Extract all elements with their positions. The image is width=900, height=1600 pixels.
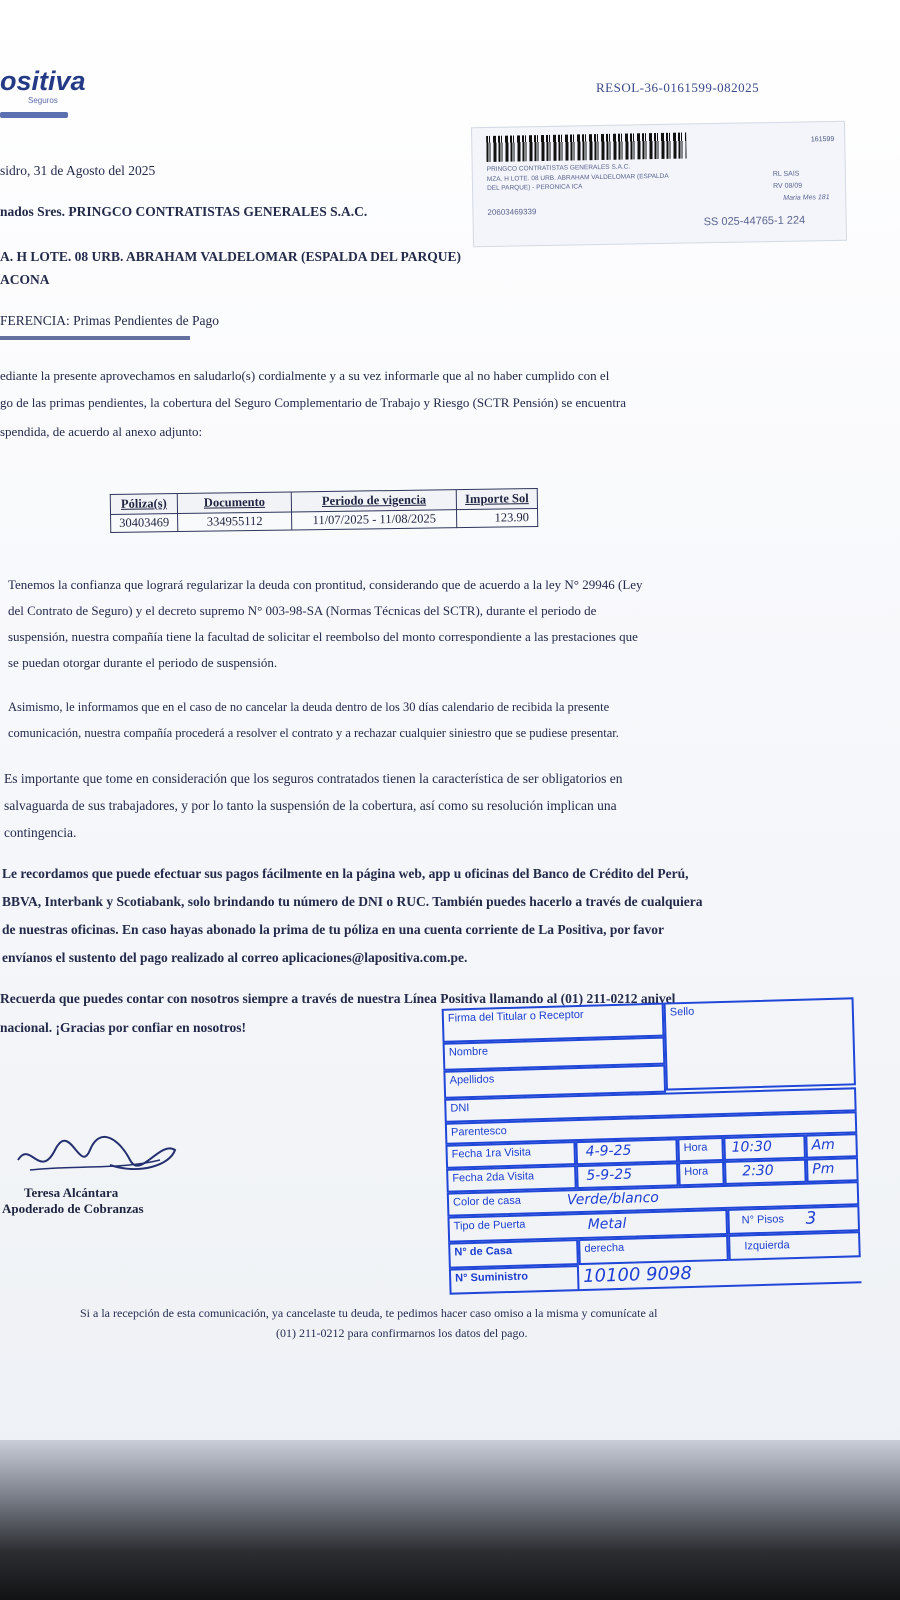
delivery-stamp [442,997,863,1326]
sticker-code: SS 025-44765-1 224 [703,214,806,229]
letter-address: ACONA [0,272,50,287]
company-logo: ositiva [0,66,86,96]
stamp-label: Sello [669,1005,695,1019]
letter-greeting: nados Sres. PRINGCO CONTRATISTAS GENERALES S.A.C. [0,204,368,219]
stamp-hora2-value [724,1159,807,1185]
paragraph-line: comunicación, nuestra compañía procederá a resolver el contrato y a rechazar cualquier siniestro que se pudiese presentar. [8,726,619,740]
table-cell: 11/07/2025 - 11/08/2025 [292,510,457,530]
stamp-izquierda [728,1231,861,1261]
stamp-pisos-field [727,1205,860,1235]
stamp-handwriting: 4-9-25 [585,1142,632,1160]
stamp-label: DNI [450,1102,470,1115]
stamp-ampm2 [806,1157,859,1182]
stamp-label: Nombre [448,1045,489,1059]
stamp-label: Hora [684,1165,709,1179]
paragraph-line: Tenemos la confianza que logrará regularizar la deuda con prontitud, considerando que de acuerdo a la ley N° 29946 (Ley [8,577,643,592]
paragraph-line: BBVA, Interbank y Scotiabank, solo brindando tu número de DNI o RUC. También puedes hacerlo a través de cualquiera [2,894,703,909]
footer-note: (01) 211-0212 para confirmarnos los datos del pago. [276,1326,528,1340]
stamp-handwriting: 10100 9098 [582,1262,693,1287]
stamp-handwriting: 5-9-25 [586,1166,633,1184]
footer-note: Si a la recepción de esta comunicación, ya cancelaste tu deuda, te pedimos hacer caso omiso a la misma y comunícate al [80,1306,658,1320]
stamp-handwriting: 10:30 [731,1138,773,1156]
paragraph-line: Asimismo, le informamos que en el caso de no cancelar la deuda dentro de los 30 días calendario de recibida la presente [8,700,610,714]
stamp-label: Izquierda [744,1239,790,1253]
stamp-hora2-label [678,1161,725,1186]
table-header: Importe Sol [456,489,537,510]
stamp-fecha2-value [576,1162,679,1189]
stamp-label: N° Pisos [741,1213,785,1227]
stamp-label: derecha [584,1241,625,1255]
sticker-line: DEL PARQUE) - PERONICA ICA [486,183,583,193]
logo-underline [0,112,68,118]
intro-line: go de las primas pendientes, la cobertura del Seguro Complementario de Trabajo y Riesgo (SCTR Pensión) se encuentra [0,395,627,410]
table-header: Periodo de vigencia [291,490,456,512]
paragraph-line: Recuerda que puedes contar con nosotros siempre a través de nuestra Línea Positiva llamando al (01) 211-0212 anivel [0,991,676,1006]
stamp-suministro-label [449,1265,580,1295]
sticker-line: 20603469339 [487,207,537,217]
resolution-reference: RESOL-36-0161599-082025 [596,80,760,95]
stamp-label: Firma del Titular o Receptor [447,1008,584,1025]
reference-underline [0,336,190,340]
paragraph-line: Es importante que tome en consideración que los seguros contratados tienen la característica de ser obligatorios en [4,771,623,786]
stamp-handwriting: Am [811,1136,836,1154]
stamp-ampm1 [805,1133,858,1158]
stamp-label: N° Suministro [455,1270,529,1285]
sticker-line: MZA. H LOTE. 08 URB. ABRAHAM VALDELOMAR (ESPALDA [486,172,669,184]
barcode-icon [486,133,686,162]
background-shadow [0,1440,900,1600]
sticker-line: PRINGCO CONTRATISTAS GENERALES S.A.C. [486,163,631,174]
paragraph-line: se puedan otorgar durante el periodo de suspensión. [8,655,278,670]
stamp-handwriting: 2:30 [742,1162,774,1180]
stamp-handwriting: 3 [805,1208,817,1229]
table-header: Documento [177,492,291,514]
stamp-label: Hora [683,1141,708,1155]
stamp-hora1-label [677,1137,724,1162]
paragraph-line: Le recordamos que puede efectuar sus pagos fácilmente en la página web, app u oficinas del Banco de Crédito del Perú, [2,866,689,881]
paragraph-line: nacional. ¡Gracias por confiar en nosotros! [0,1020,246,1035]
paragraph-line: suspensión, nuestra compañía tiene la facultad de solicitar el reembolso del monto correspondiente a las prestaciones que [8,629,638,644]
stamp-casa-label [448,1239,579,1269]
company-logo-subtitle: Seguros [28,96,58,105]
stamp-fecha1-label [445,1141,576,1169]
signatory-name: Teresa Alcántara [24,1185,119,1200]
stamp-handwriting: Verde/blanco [566,1189,660,1209]
paragraph-line: de nuestras oficinas. En caso hayas abonado la prima de tu póliza en una cuenta corriente de La Positiva, por favor [2,922,665,937]
stamp-label: N° de Casa [454,1244,513,1259]
stamp-fecha2-label [446,1165,577,1193]
stamp-hora1-value [723,1135,806,1161]
stamp-handwriting: Pm [812,1160,835,1178]
paragraph-line: salvaguarda de sus trabajadores, y por lo tanto la suspensión de la cobertura, así como su resolución implican una [4,798,617,813]
stamp-label: Apellidos [449,1073,495,1087]
table-cell: 334955112 [178,512,292,532]
stamp-label: Tipo de Puerta [453,1218,526,1233]
stamp-fecha1-value [575,1138,678,1165]
stamp-label: Parentesco [450,1125,507,1139]
intro-line: ediante la presente aprovechamos en saludarlo(s) cordialmente y a su vez informarle que al no haber cumplido con el [0,368,610,383]
sticker-number: 161599 [810,135,835,144]
table-cell: 123.90 [457,509,538,528]
table-header: Póliza(s) [110,494,177,515]
sticker-right-line: Maria Mes 181 [783,194,830,202]
stamp-handwriting: Metal [587,1215,627,1233]
letter-date: sidro, 31 de Agosto del 2025 [0,163,156,178]
stamp-label: Fecha 2da Visita [452,1170,535,1185]
sticker-right-line: RV 08/09 [773,182,803,191]
paragraph-line: contingencia. [4,825,77,840]
stamp-sello-field [664,997,856,1090]
signatory-role: Apoderado de Cobranzas [2,1201,144,1216]
letter-address: A. H LOTE. 08 URB. ABRAHAM VALDELOMAR (ESPALDA DEL PARQUE) [0,249,462,264]
signature-scribble [10,1120,190,1190]
paragraph-line: del Contrato de Seguro) y el decreto supremo N° 003-98-SA (Normas Técnicas del SCTR), durante el periodo de [8,603,597,618]
sticker-right-line: RL SAIS [772,170,800,179]
stamp-label: Color de casa [452,1194,522,1209]
intro-line: spendida, de acuerdo al anexo adjunto: [0,424,203,439]
paragraph-line: envíanos el sustento del pago realizado al correo aplicaciones@lapositiva.com.pe. [2,950,468,965]
letter-reference: FERENCIA: Primas Pendientes de Pago [0,313,219,328]
policy-table [110,488,538,533]
table-cell: 30403469 [111,514,178,533]
address-sticker [471,121,847,248]
stamp-label: Fecha 1ra Visita [451,1146,532,1161]
